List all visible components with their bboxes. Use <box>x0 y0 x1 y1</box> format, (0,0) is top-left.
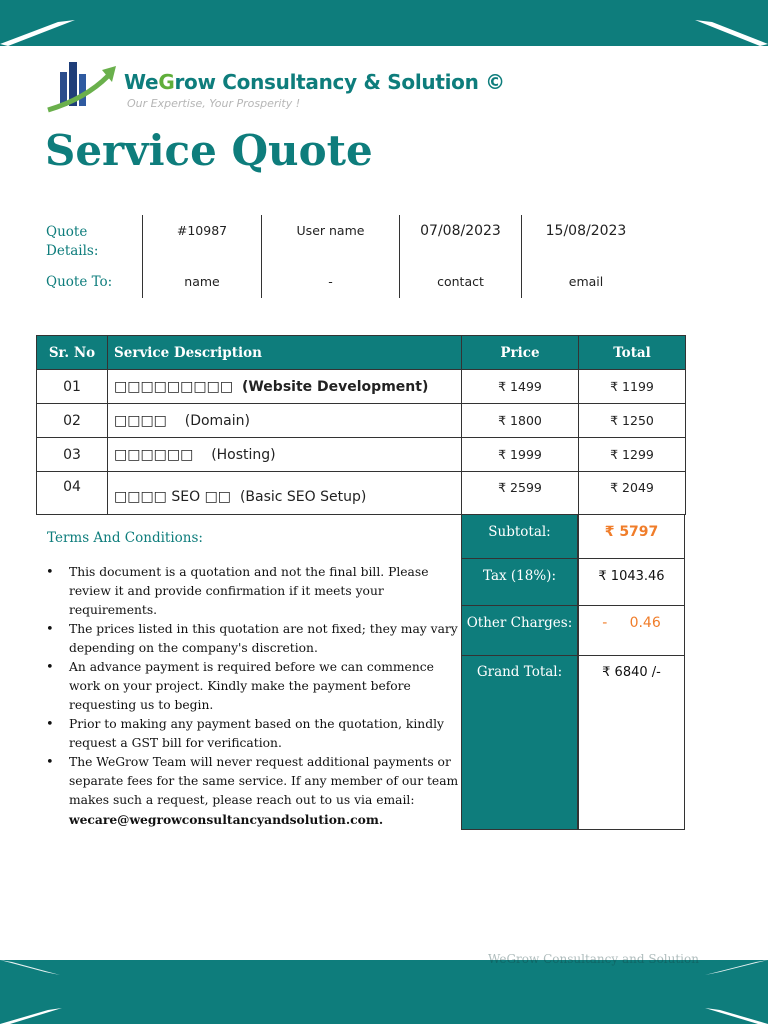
contact-email[interactable]: wecare@wegrowconsultancyandsolution.com. <box>69 812 384 827</box>
client-name: name <box>184 274 220 289</box>
services-table <box>36 335 686 515</box>
logo-icon <box>46 58 124 114</box>
row-sr: 01 <box>37 370 108 404</box>
row-description: □□□□ (Domain) <box>108 404 462 438</box>
terms-title: Terms And Conditions: <box>47 530 203 546</box>
row-price: ₹ 1499 <box>462 370 579 404</box>
table-row <box>37 438 686 472</box>
page-title: Service Quote <box>45 126 373 175</box>
row-total: ₹ 1250 <box>579 404 686 438</box>
row-total: ₹ 1199 <box>579 370 686 404</box>
grand-total-label: Grand Total: <box>461 655 578 830</box>
quote-number: #10987 <box>176 223 228 238</box>
other-charges-label: Other Charges: <box>461 605 578 656</box>
header-description: Service Description <box>108 336 462 370</box>
row-price: ₹ 1999 <box>462 438 579 472</box>
client-placeholder: - <box>328 274 333 289</box>
subtotal-label: Subtotal: <box>461 514 578 559</box>
brand-tagline: Our Expertise, Your Prosperity ! <box>127 97 301 110</box>
row-sr: 04 <box>37 472 108 515</box>
row-sr: 03 <box>37 438 108 472</box>
quote-date: 07/08/2023 <box>420 223 501 239</box>
footer-band <box>0 960 768 1024</box>
tax-value: ₹ 1043.46 <box>578 558 685 606</box>
table-row <box>37 404 686 438</box>
client-email: email <box>568 274 604 289</box>
quote-details-label: Quote Details: <box>46 224 99 259</box>
user-name: User name <box>296 223 365 238</box>
row-sr: 02 <box>37 404 108 438</box>
list-item: • This document is a quotation and not the final bill. Please review it and provide confirmation if it meets your requirements. <box>46 563 460 620</box>
footer-text: WeGrow Consultancy and Solution <box>488 952 699 966</box>
list-item: • Prior to making any payment based on the quotation, kindly request a GST bill for verification. <box>46 715 460 753</box>
table-header-row <box>37 336 686 370</box>
client-contact: contact <box>437 274 484 289</box>
subtotal-value: ₹ 5797 <box>578 514 685 559</box>
terms-list <box>46 563 460 830</box>
row-price: ₹ 2599 <box>462 472 579 515</box>
tax-label: Tax (18%): <box>461 558 578 606</box>
header-total: Total <box>579 336 686 370</box>
row-description: □□□□□□□□□ (Website Development) <box>108 370 462 404</box>
quote-to-label: Quote To: <box>46 274 113 290</box>
header-price: Price <box>462 336 579 370</box>
other-charges-value: - 0.46 <box>578 605 685 656</box>
row-total: ₹ 1299 <box>579 438 686 472</box>
header-band <box>0 0 768 46</box>
list-item: • An advance payment is required before we can commence work on your project. Kindly make the payment before requesting us to begin. <box>46 658 460 715</box>
row-total: ₹ 2049 <box>579 472 686 515</box>
grand-total-value: ₹ 6840 /- <box>578 655 685 830</box>
row-description: □□□□ SEO □□ (Basic SEO Setup) <box>108 472 462 515</box>
brand-name: WeGrow Consultancy & Solution © <box>124 70 505 94</box>
row-description: □□□□□□ (Hosting) <box>108 438 462 472</box>
list-item: • The WeGrow Team will never request additional payments or separate fees for the same service. If any member of our team makes such a request, please reach out to us via email: wecare@wegrowconsultancyandsolution.com. <box>46 753 460 830</box>
table-row <box>37 370 686 404</box>
header-sr-no: Sr. No <box>37 336 108 370</box>
list-item: • The prices listed in this quotation are not fixed; they may vary depending on the company's discretion. <box>46 620 460 658</box>
valid-until-date: 15/08/2023 <box>545 223 627 239</box>
row-price: ₹ 1800 <box>462 404 579 438</box>
table-row <box>37 472 686 515</box>
